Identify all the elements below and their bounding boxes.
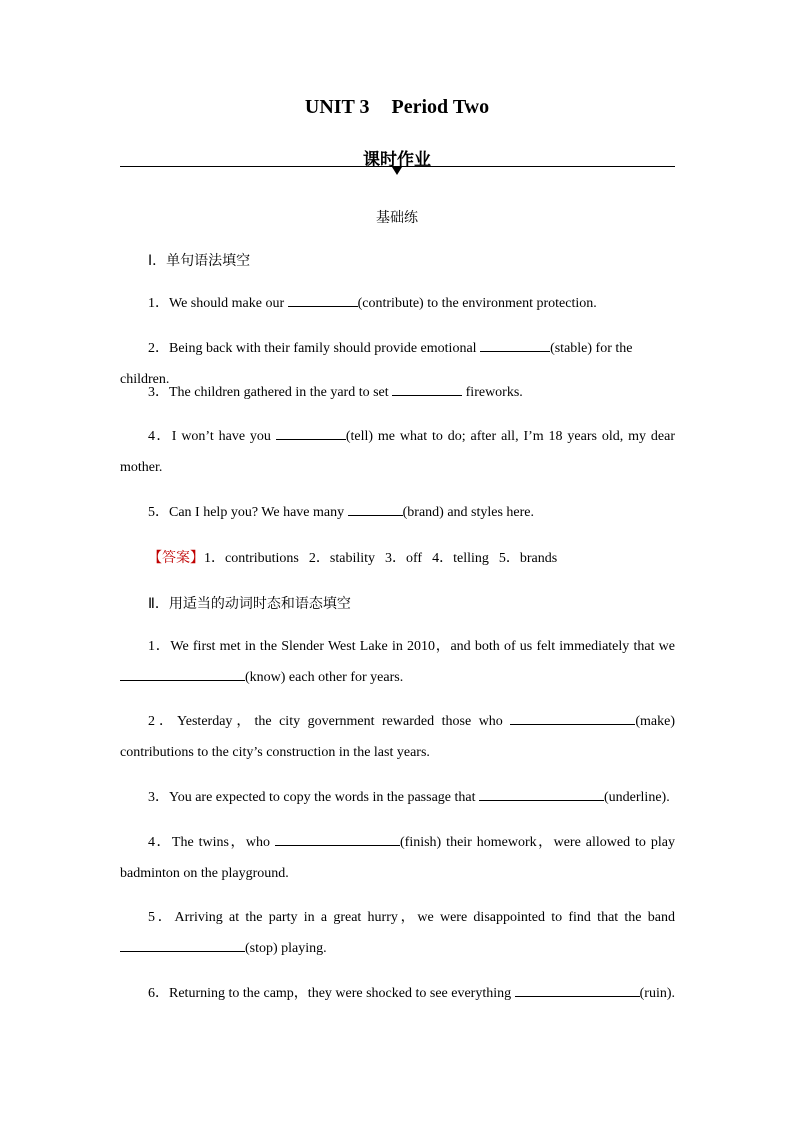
part2-question-4: 4．The twins，who (finish) their homework，were allowed to play badminton on the playground. [120,827,675,889]
section-title: 基础练 [376,210,418,226]
part1-question-5: 5．Can I help you? We have many (brand) and styles here. [120,497,675,528]
part1-question-3: 3．The children gathered in the yard to set fireworks. [120,377,675,408]
part2-question-2: 2．Yesterday，the city government rewarded those who (make) contributions to the city’s construction in the last years. [120,706,675,768]
answer-blank[interactable] [276,425,346,440]
answer-blank[interactable] [480,337,550,352]
period-label: Period Two [391,96,490,118]
answer-blank[interactable] [120,666,245,681]
part1-question-1: 1．We should make our (contribute) to the environment protection. [120,288,675,319]
part1-heading: Ⅰ．单句语法填空 [148,253,251,269]
unit-label: UNIT 3 [304,96,370,118]
triangle-marker-icon [392,167,402,175]
answer-tag: 【答案】 [148,550,204,566]
part1-question-2: 2．Being back with their family should provide emotional (stable) for the children. [120,333,675,395]
page-subtitle: 课时作业 [363,150,431,170]
answer-blank[interactable] [275,831,400,846]
part2-question-3: 3．You are expected to copy the words in the passage that (underline). [120,782,675,813]
answer-blank[interactable] [510,710,635,725]
answer-blank[interactable] [120,937,245,952]
answer-blank[interactable] [515,982,640,997]
part2-question-6: 6．Returning to the camp，they were shocked to see everything (ruin). [120,978,675,1009]
answer-key: 【答案】1．contributions 2．stability 3．off 4．telling 5．brands [148,550,558,566]
part2-heading: Ⅱ．用适当的动词时态和语态填空 [148,596,351,612]
part1-question-4: 4．I won’t have you (tell) me what to do; after all, I’m 18 years old, my dear mother. [120,421,675,483]
part2-question-5: 5．Arriving at the party in a great hurry，we were disappointed to find that the band (stop) playing. [120,902,675,964]
answer-blank[interactable] [479,786,604,801]
part2-question-1: 1．We first met in the Slender West Lake in 2010，and both of us felt immediately that we (know) each other for years. [120,631,675,693]
answer-blank[interactable] [348,501,403,516]
answer-blank[interactable] [392,381,462,396]
page-title [0,96,794,119]
answer-blank[interactable] [288,292,358,307]
